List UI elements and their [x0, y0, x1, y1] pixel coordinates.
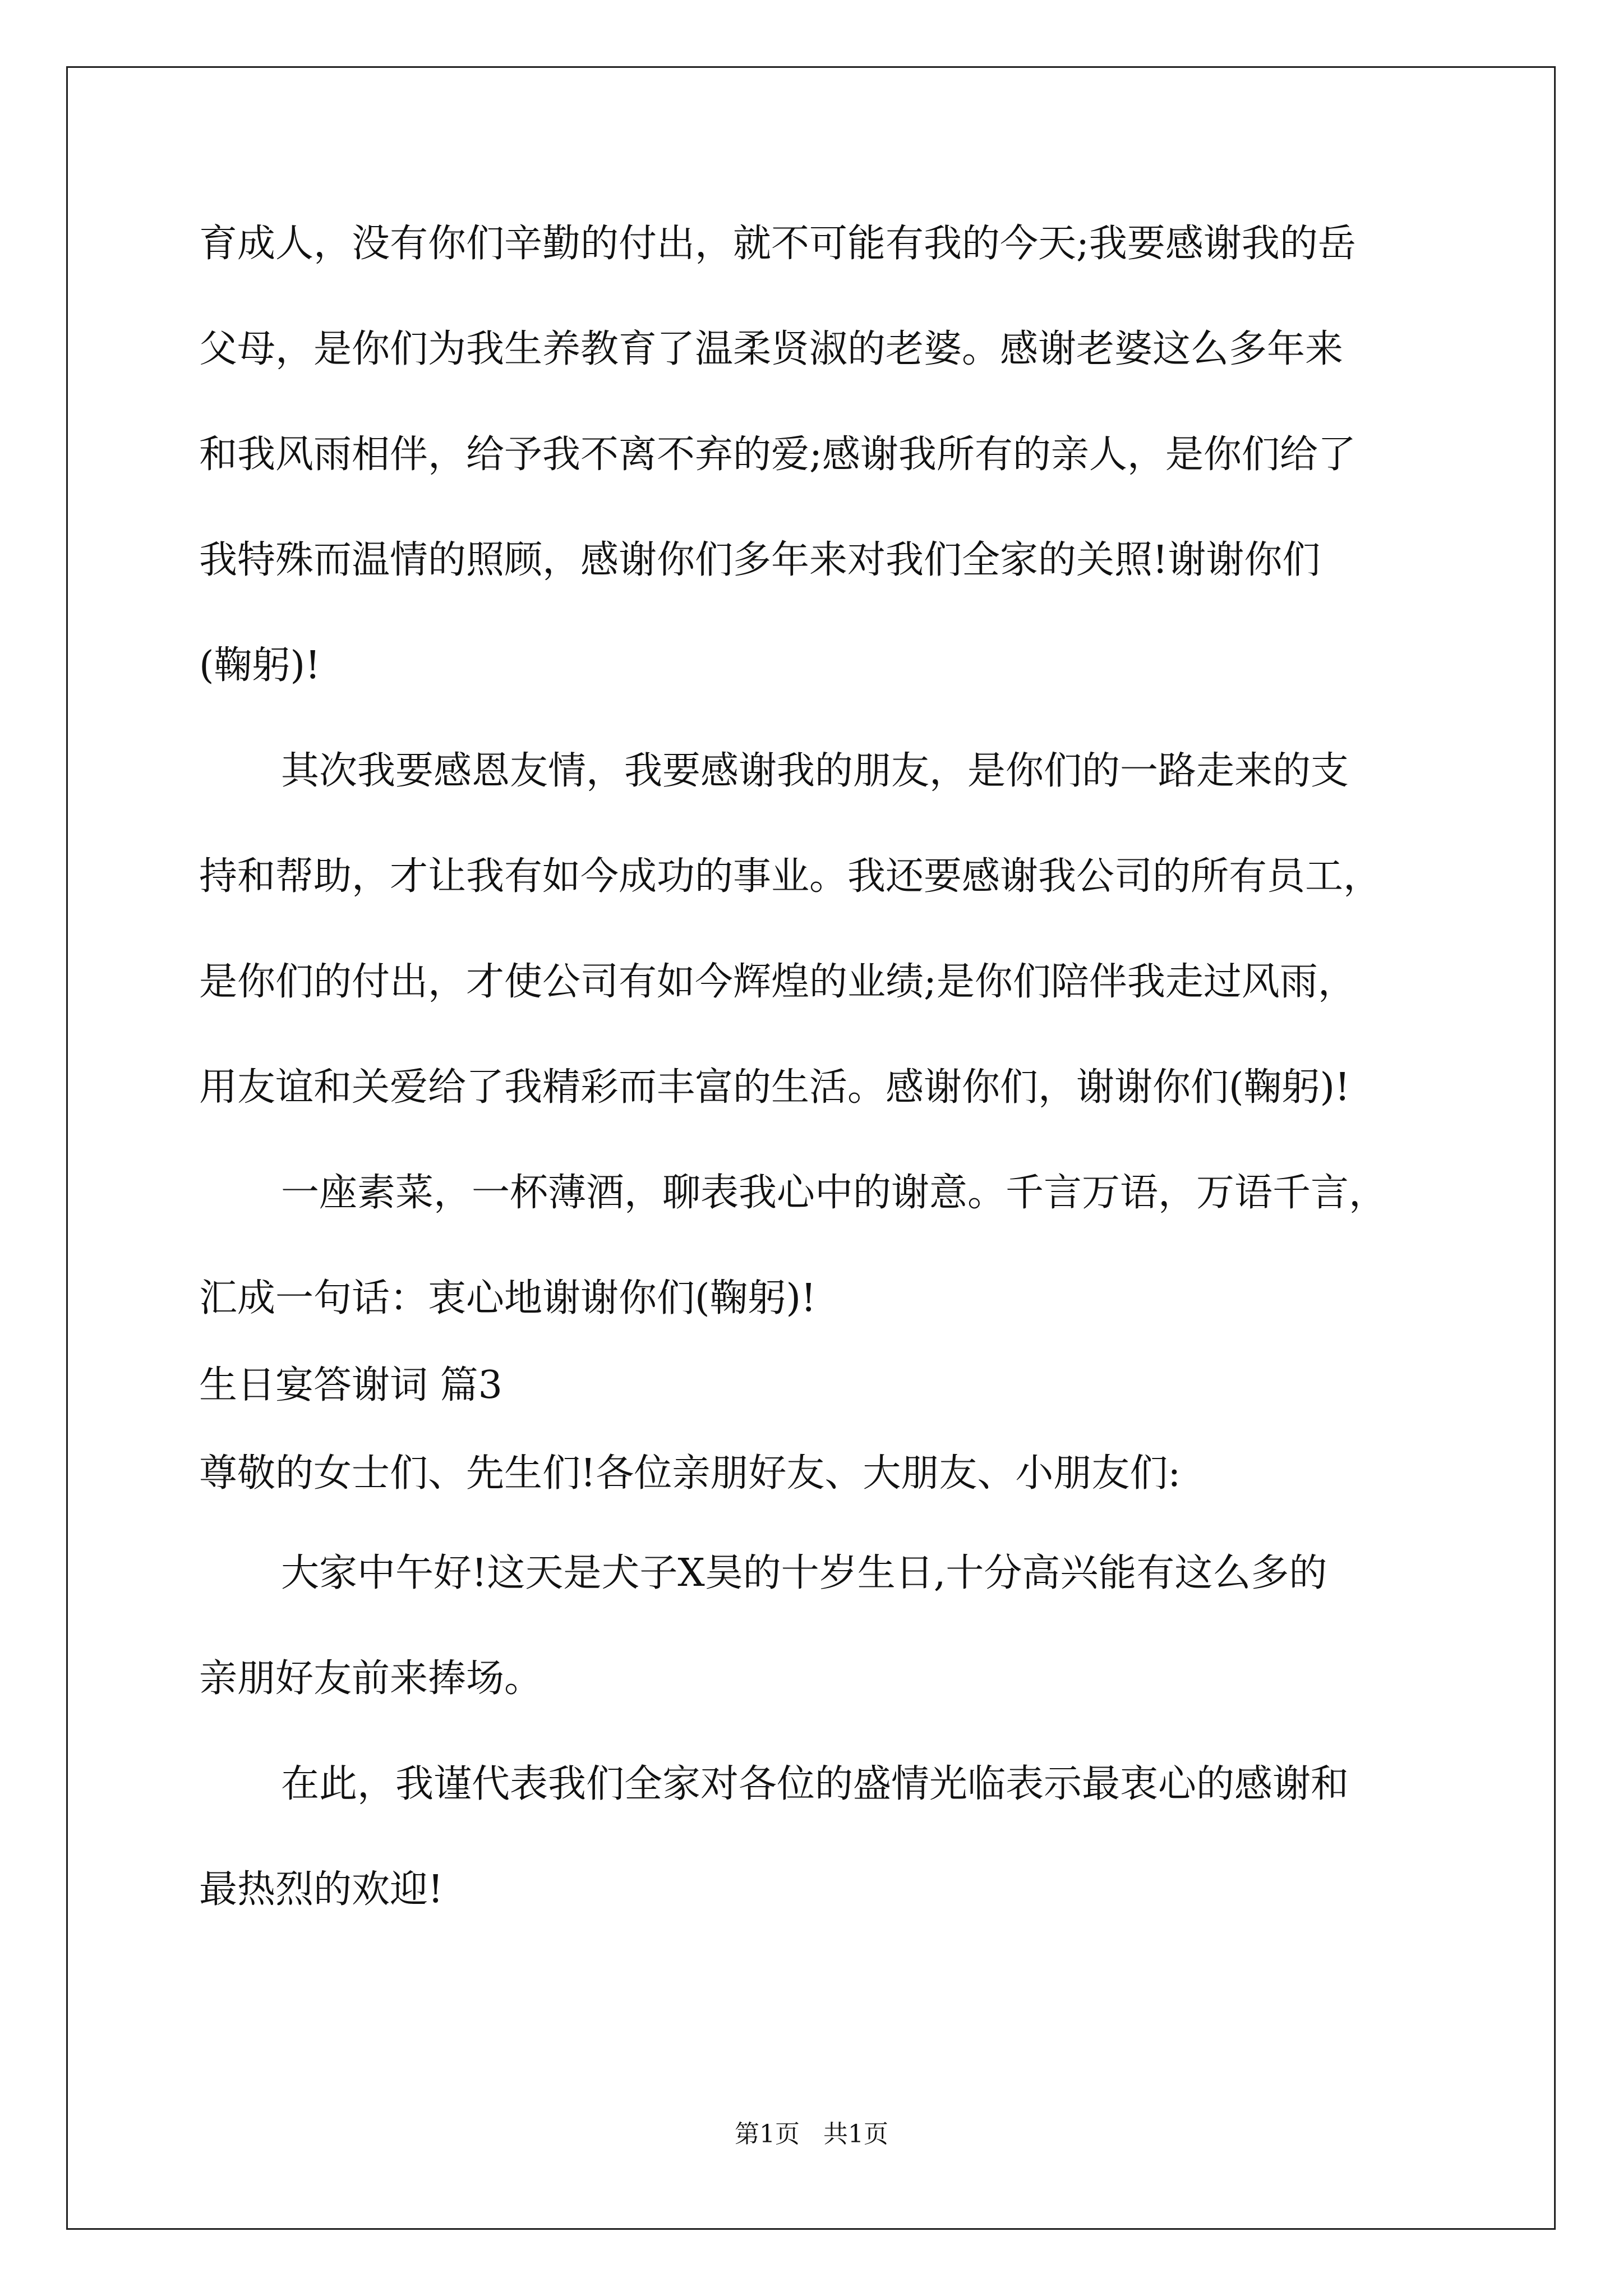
text-line: 亲朋好友前来捧场。: [199, 1657, 543, 1701]
text-line: 持和帮助，才让我有如今成功的事业。我还要感谢我公司的所有员工，: [199, 854, 1382, 899]
section-heading: 生日宴答谢词 篇3: [199, 1363, 502, 1407]
text-line: 最热烈的欢迎!: [199, 1867, 444, 1912]
text-line: 一座素菜，一杯薄酒，聊表我心中的谢意。千言万语，万语千言，: [281, 1171, 1387, 1215]
text-line: 汇成一句话：衷心地谢谢你们(鞠躬)!: [199, 1276, 817, 1320]
text-line: 大家中午好!这天是犬子X昊的十岁生日,十分高兴能有这么多的: [281, 1551, 1327, 1595]
text-line: 其次我要感恩友情，我要感谢我的朋友，是你们的一路走来的支: [281, 749, 1349, 793]
text-line: 是你们的付出，才使公司有如今辉煌的业绩;是你们陪伴我走过风雨，: [199, 960, 1356, 1004]
text-line: 在此，我谨代表我们全家对各位的盛情光临表示最衷心的感谢和: [281, 1762, 1349, 1806]
text-line: (鞠躬)!: [199, 643, 321, 688]
text-line: 育成人，没有你们辛勤的付出，就不可能有我的今天;我要感谢我的岳: [199, 222, 1356, 266]
text-line: 父母，是你们为我生养教育了温柔贤淑的老婆。感谢老婆这么多年来: [199, 327, 1344, 371]
text-line: 和我风雨相伴，给予我不离不弃的爱;感谢我所有的亲人，是你们给了: [199, 432, 1356, 477]
text-line: 我特殊而温情的照顾，感谢你们多年来对我们全家的关照!谢谢你们: [199, 538, 1321, 582]
text-line: 用友谊和关爱给了我精彩而丰富的生活。感谢你们，谢谢你们(鞠躬)!: [199, 1065, 1350, 1110]
page-footer: 第1页 共1页: [735, 2120, 888, 2148]
salutation: 尊敬的女士们、先生们!各位亲朋好友、大朋友、小朋友们:: [199, 1451, 1181, 1496]
